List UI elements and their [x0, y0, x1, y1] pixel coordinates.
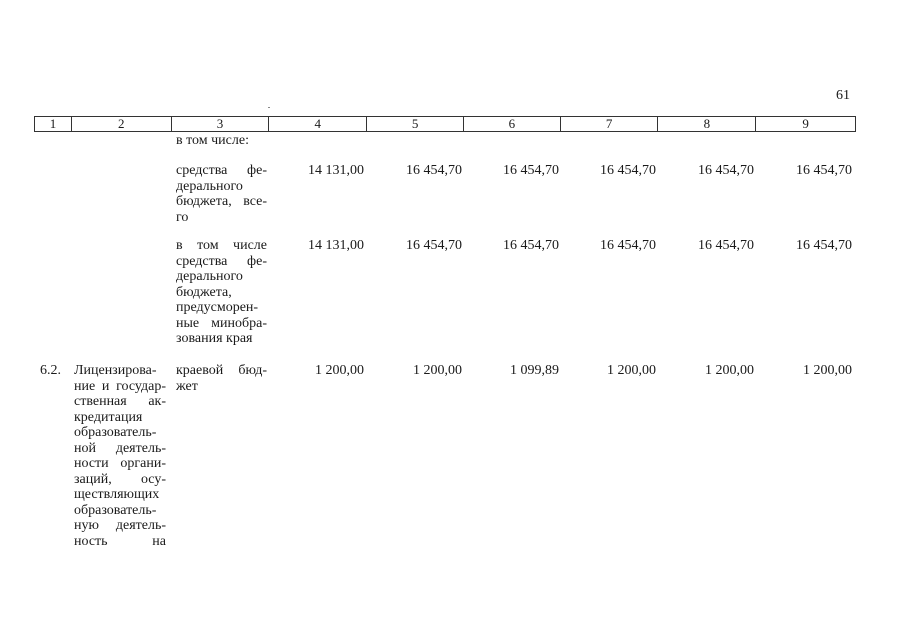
scan-artifact — [268, 107, 270, 108]
row-3-col3-line: дерального — [176, 269, 243, 284]
row-4-col3-line: жет — [176, 378, 198, 394]
header-cell-1: 1 — [35, 117, 72, 131]
row-2-col3-line: средства фе- — [176, 163, 267, 178]
row-1-col3 — [176, 133, 249, 149]
header-cell-7: 7 — [561, 117, 659, 131]
row-4-col4-value: 1 200,00 — [315, 363, 364, 378]
header-cell-6: 6 — [464, 117, 561, 131]
row-3-col3 — [176, 238, 267, 347]
row-2-col9-value: 16 454,70 — [796, 163, 852, 178]
row-3-col3-line: ные минобра- — [176, 315, 267, 331]
row-4-col2-line: заций, осу- — [74, 471, 166, 487]
row-4-number: 6.2. — [40, 363, 61, 378]
page-number: 61 — [836, 88, 850, 103]
row-4-col2-line: ществляющих — [74, 487, 160, 502]
row-4-col6-value: 1 099,89 — [510, 363, 559, 378]
row-2-col5-value: 16 454,70 — [406, 163, 462, 178]
row-2-col3-line: бюджета, все- — [176, 194, 267, 209]
row-3-col4-value: 14 131,00 — [308, 238, 364, 253]
row-3-col3-line: предусморен- — [176, 300, 259, 315]
row-2-col3-line: го — [176, 209, 189, 225]
row-2-col3-line: дерального — [176, 178, 243, 194]
table-header-row — [34, 116, 856, 132]
row-3-col3-line: средства фе- — [176, 253, 267, 269]
row-4-col2-line: ность на — [74, 533, 166, 549]
header-cell-5: 5 — [367, 117, 464, 131]
row-4-col7-value: 1 200,00 — [607, 363, 656, 378]
row-4-col8-value: 1 200,00 — [705, 363, 754, 378]
row-3-col3-line: бюджета, — [176, 284, 232, 300]
row-4-col2-line: образователь- — [74, 502, 157, 518]
row-3-col6-value: 16 454,70 — [503, 238, 559, 253]
row-3-col7-value: 16 454,70 — [600, 238, 656, 253]
header-cell-8: 8 — [658, 117, 756, 131]
row-2-col4-value: 14 131,00 — [308, 163, 364, 178]
header-cell-2: 2 — [72, 117, 172, 131]
row-4-col2-line: ние и государ- — [74, 378, 166, 394]
row-4-col2-line: ной деятель- — [74, 440, 166, 456]
header-cell-4: 4 — [269, 117, 367, 131]
row-2-col3 — [176, 163, 267, 225]
header-cell-9: 9 — [802, 116, 809, 131]
row-1-col3-line: в том числе: — [176, 133, 249, 148]
row-4-col2-line: образователь- — [74, 425, 157, 440]
row-4-col2-line: Лицензирова- — [74, 363, 157, 378]
row-4-col2-line: ственная ак- — [74, 394, 166, 409]
row-3-col8-value: 16 454,70 — [698, 238, 754, 253]
row-2-col6-value: 16 454,70 — [503, 163, 559, 178]
row-4-col2 — [74, 363, 166, 549]
row-4-col3-line: краевой бюд- — [176, 363, 267, 378]
row-2-col8-value: 16 454,70 — [698, 163, 754, 178]
row-3-col9-value: 16 454,70 — [796, 238, 852, 253]
row-4-col2-line: кредитация — [74, 409, 143, 425]
row-4-col2-line: ную деятель- — [74, 518, 166, 533]
row-4-col3 — [176, 363, 267, 394]
row-2-col7-value: 16 454,70 — [600, 163, 656, 178]
row-4-col5-value: 1 200,00 — [413, 363, 462, 378]
row-4-col9-value: 1 200,00 — [803, 363, 852, 378]
row-4-col2-line: ности органи- — [74, 456, 166, 471]
row-3-col3-line: зования края — [176, 331, 253, 346]
row-3-col3-line: в том числе — [176, 238, 267, 253]
header-cell-3: 3 — [172, 117, 270, 131]
row-3-col5-value: 16 454,70 — [406, 238, 462, 253]
